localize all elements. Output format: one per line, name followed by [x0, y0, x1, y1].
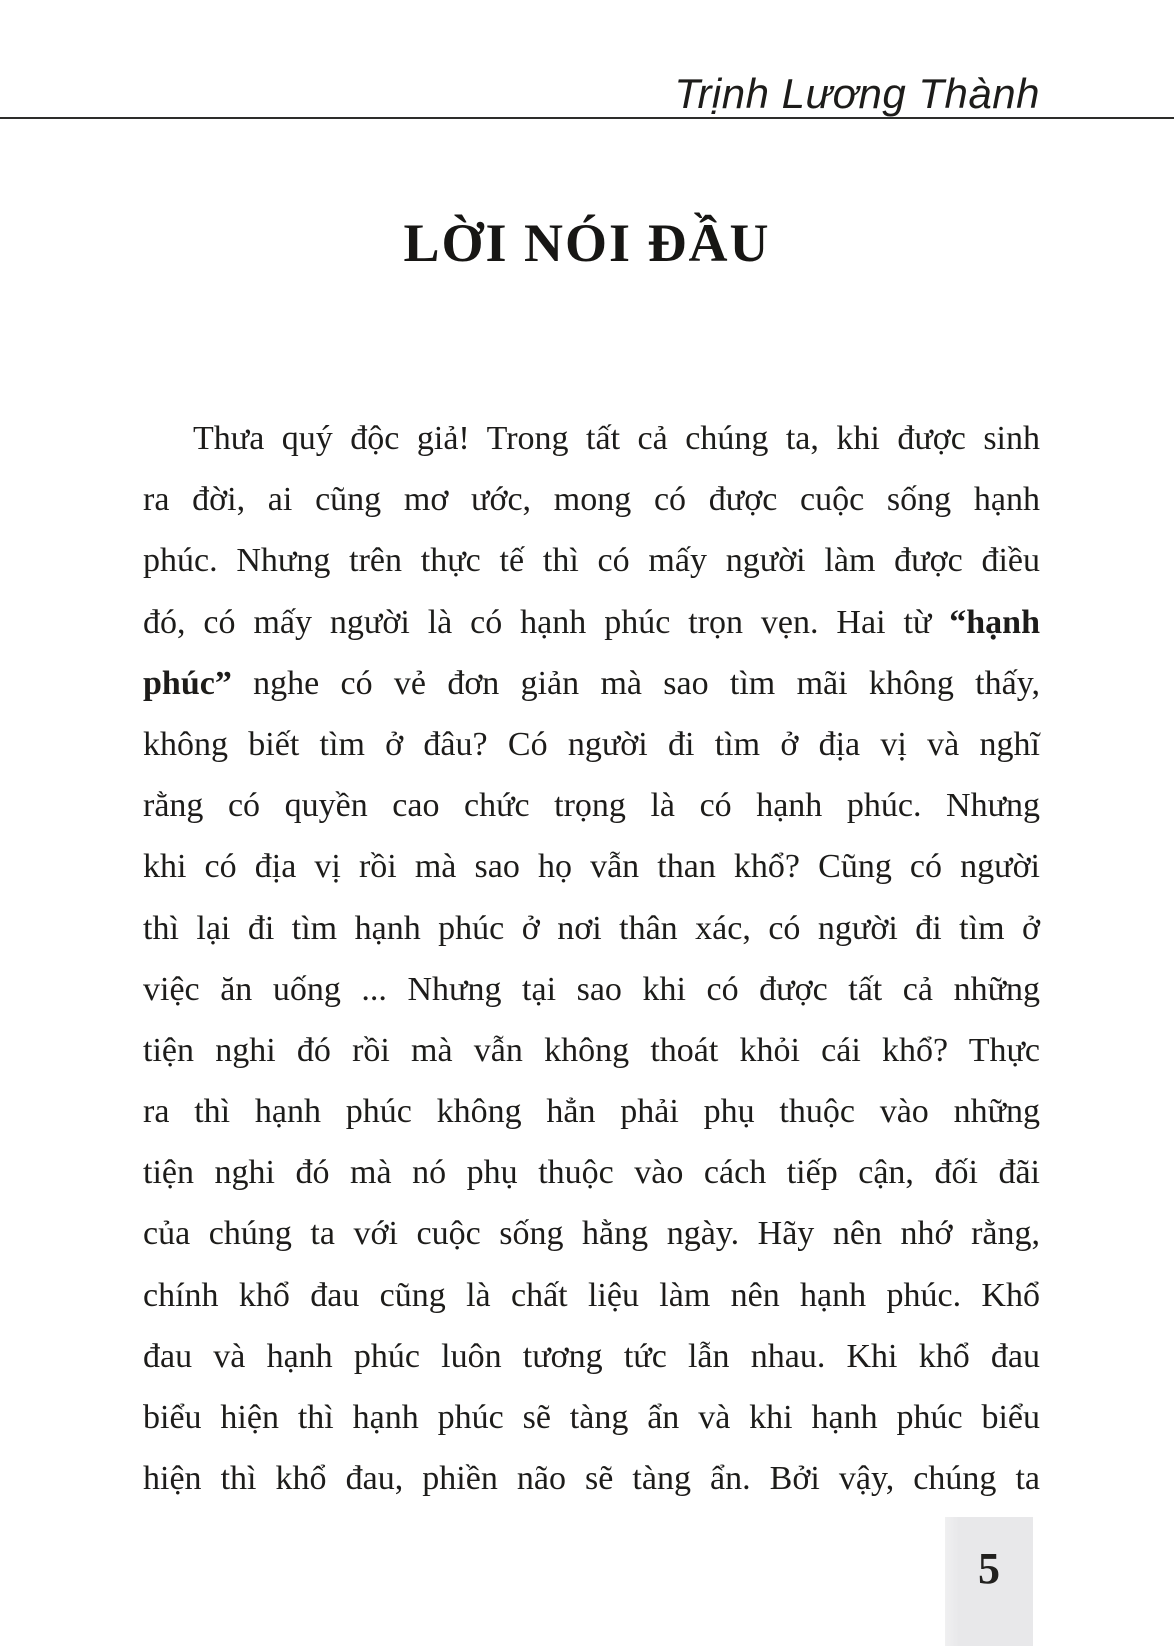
text-run: ra đời, ai cũng mơ ước, mong có được cuộc sống hạnh — [143, 481, 1040, 519]
text-line — [143, 1203, 1040, 1264]
text-line — [143, 1326, 1040, 1387]
text-run: đau và hạnh phúc luôn tương tức lẫn nhau. Khi khổ đau — [143, 1337, 1040, 1375]
text-run: phúc. Nhưng trên thực tế thì có mấy người làm được điều — [143, 542, 1040, 580]
text-run: Thưa quý độc giả! Trong tất cả chúng ta, khi được sinh — [193, 420, 1040, 457]
bold-text-run: “hạnh — [949, 603, 1040, 641]
text-line — [143, 1448, 1040, 1509]
text-line — [143, 469, 1040, 530]
text-run: ra thì hạnh phúc không hẳn phải phụ thuộc vào những — [143, 1093, 1040, 1131]
text-run: tiện nghi đó rồi mà vẫn không thoát khỏi cái khổ? Thực — [143, 1031, 1040, 1069]
text-run: nghe có vẻ đơn giản mà sao tìm mãi không thấy, — [231, 664, 1040, 702]
text-run: biểu hiện thì hạnh phúc sẽ tàng ẩn và khi hạnh phúc biểu — [143, 1399, 1040, 1436]
text-run: chính khổ đau cũng là chất liệu làm nên hạnh phúc. Khổ — [143, 1276, 1040, 1314]
paragraph-indent — [143, 448, 193, 449]
text-line — [143, 408, 1040, 469]
bold-text-run: phúc” — [143, 664, 232, 702]
page-number-box — [945, 1517, 1033, 1646]
text-run: hiện thì khổ đau, phiền não sẽ tàng ẩn. Bởi vậy, chúng ta — [143, 1460, 1040, 1498]
text-run: khi có địa vị rồi mà sao họ vẫn than khổ? Cũng có người — [143, 848, 1040, 886]
page-number: 5 — [978, 1544, 1000, 1593]
text-run: rằng có quyền cao chức trọng là có hạnh phúc. Nhưng — [143, 787, 1040, 825]
text-run: không biết tìm ở đâu? Có người đi tìm ở địa vị và nghĩ — [143, 725, 1040, 763]
text-line — [143, 898, 1040, 959]
text-line — [143, 775, 1040, 836]
text-line — [143, 1142, 1040, 1203]
text-run: đó, có mấy người là có hạnh phúc trọn vẹn. Hai từ — [143, 603, 950, 641]
text-run: tiện nghi đó mà nó phụ thuộc vào cách tiếp cận, đối đãi — [143, 1154, 1040, 1192]
text-run: việc ăn uống ... Nhưng tại sao khi có được tất cả những — [143, 970, 1040, 1008]
text-run: của chúng ta với cuộc sống hằng ngày. Hãy nên nhớ rằng, — [143, 1215, 1040, 1253]
text-line — [143, 1265, 1040, 1326]
body-paragraph — [143, 408, 1040, 1509]
chapter-title: LỜI NÓI ĐẦU — [403, 213, 771, 273]
text-line — [143, 836, 1040, 897]
running-head-author: Trịnh Lương Thành — [674, 70, 1040, 117]
text-line — [143, 592, 1040, 653]
text-line — [143, 1387, 1040, 1448]
text-line — [143, 959, 1040, 1020]
text-line — [143, 530, 1040, 591]
text-line — [143, 1081, 1040, 1142]
text-run: thì lại đi tìm hạnh phúc ở nơi thân xác, có người đi tìm ở — [143, 909, 1040, 947]
header-rule — [0, 117, 1174, 119]
text-line — [143, 653, 1040, 714]
text-line — [143, 1020, 1040, 1081]
text-line — [143, 714, 1040, 775]
